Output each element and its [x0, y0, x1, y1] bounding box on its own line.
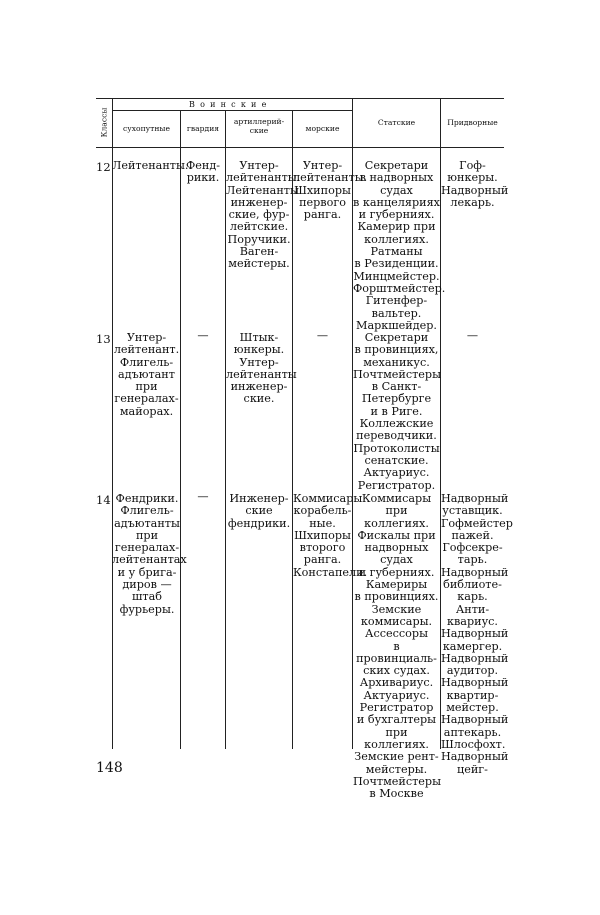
col-rule-2 [180, 110, 181, 749]
header-klassy: Классы [99, 107, 109, 138]
header-morskie: морские [305, 124, 340, 133]
header-sukhoputnye: сухопутные [123, 124, 170, 133]
row-14-artilleriyskie: Инженер- ские фендрики. [227, 492, 291, 530]
row-14-morskie: Коммисары корабель- ные. Шхипоры второго ранга. Констапели. [293, 492, 368, 579]
header-bottom-rule [96, 147, 504, 148]
row-12-number: 12 [96, 160, 111, 174]
row-14-pridvornye: Надворный уставщик. Гофмейстер пажей. Гофсекре- тарь. Надворный библиоте- карь. Анти- квариус. Надворный камергер. Надворный аудитор. Надворный квартир- мейстер. Надворный аптекарь. Шлосфохт. Надворный цейг- [441, 492, 513, 776]
row-13-artilleriyskie: Штык- юнкеры. Унтер- лейтенанты инженер- ские. [226, 331, 297, 406]
row-14-sukhoputnye: Фендрики. Флигель- адъютанты при генералах- лейтенантах и у брига- диров — штаб фурьеры. [112, 492, 187, 616]
row-12-statskie: Секретари в надворных судах в канцеляриях и губерниях. Камерир при коллегиях. Ратманы в Резиденции. Минцмейстер. Форштмейстер. Гитенфер- вальтер. Маркшейдер. [353, 159, 446, 332]
row-14-gvardiya: — [197, 490, 209, 503]
row-13-gvardiya: — [197, 329, 209, 342]
row-14-number: 14 [96, 493, 111, 507]
row-13-statskie: Секретари в провинциях, механикус. Почтмейстеры в Санкт- Петербурге и в Риге. Коллежские переводчики. Протоколисты сенатские. Актуариус. Регистратор. [353, 331, 441, 492]
row-12-gvardiya: Фенд- рики. [185, 159, 221, 185]
header-statskie: Статские [377, 118, 416, 127]
table-top-rule [96, 98, 504, 99]
col-rule-1 [112, 98, 113, 749]
row-13-morskie: — [316, 329, 329, 342]
row-12-morskie: Унтер- лейтенанты. Шхипоры первого ранга. [293, 159, 368, 222]
header-pridvornye: Придворные [447, 118, 498, 127]
row-12-sukhoputnye: Лейтенанты. [112, 159, 189, 172]
row-13-pridvornye: — [466, 329, 479, 342]
header-artilleriyskie: артиллерий- ские [233, 117, 285, 135]
voinskie-group-rule [112, 110, 352, 111]
page-number: 148 [96, 760, 123, 776]
row-14-statskie: Коммисары при коллегиях. Фискалы при надворных судах и губерниях. Камериры в провинциях. Земские коммисары. Ассессоры в провинциаль- ских судах. Архивариус. Актуариус. Регистратор и бухгалтеры при коллегиях. Земские рент- мейстеры. Почтмейстеры в Москве [353, 492, 441, 801]
header-voinskie: Воинские [189, 100, 272, 109]
row-12-pridvornye: Гоф-юнкеры. Надворный лекарь. [441, 159, 509, 209]
row-12-artilleriyskie: Унтер- лейтенанты. Лейтенанты инженер- ские, фур- лейтские. Поручики. Ваген- мейстеры. [226, 159, 301, 271]
row-13-number: 13 [96, 332, 111, 346]
row-13-sukhoputnye: Унтер- лейтенант. Флигель- адъютант при генералах- майорах. [113, 331, 180, 418]
header-gvardiya: гвардия [186, 124, 220, 133]
